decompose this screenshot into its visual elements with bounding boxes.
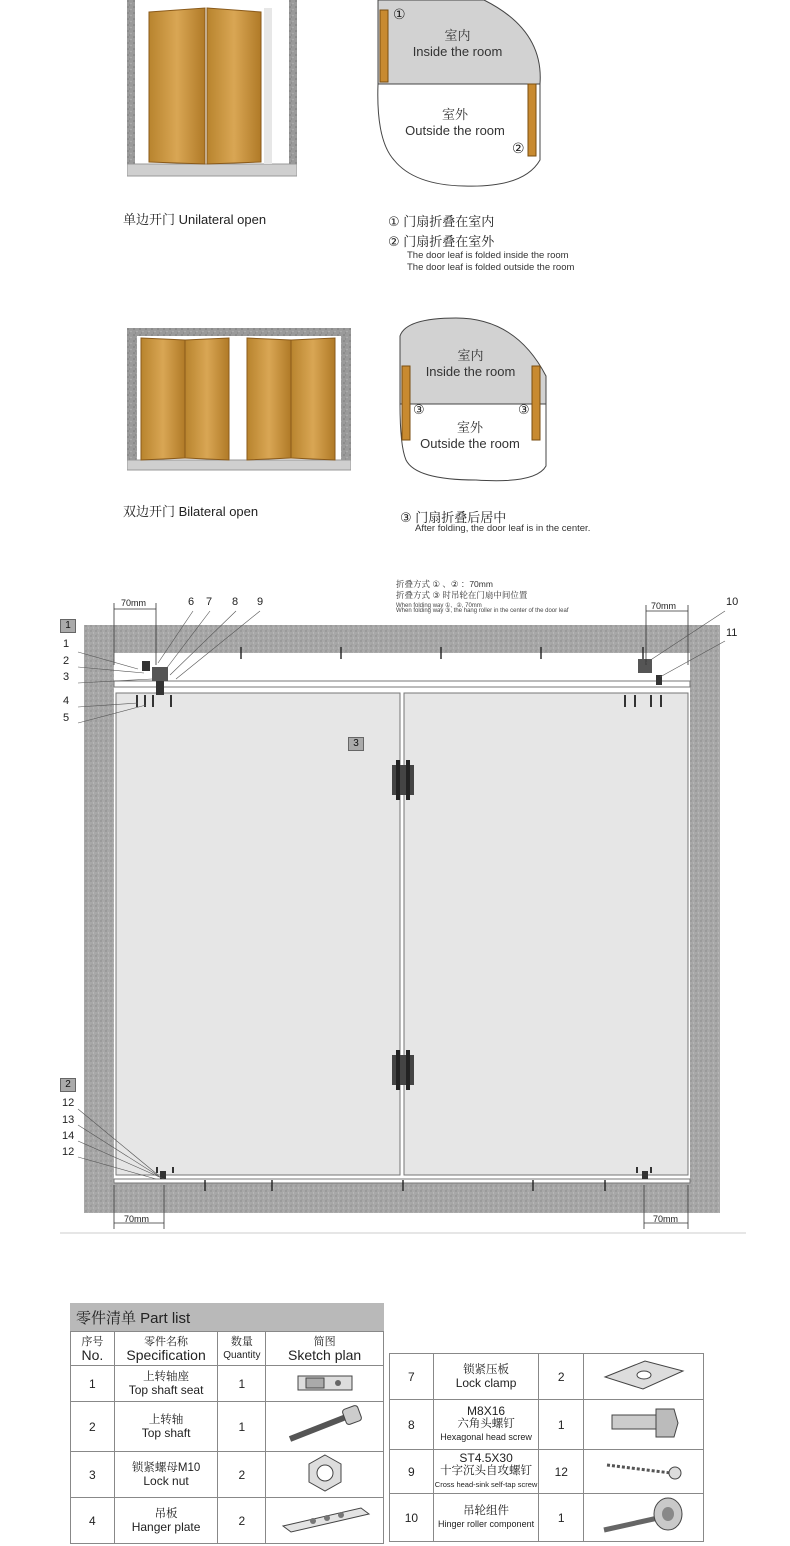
partlist-table-left (70, 1331, 384, 1544)
bilateral-plan-diagram (396, 316, 552, 486)
unilateral-inside-cn: 室内 (444, 28, 471, 43)
lock-clamp-icon (599, 1355, 689, 1395)
bilateral-outside-en: Outside the room (420, 436, 520, 451)
dim-top-left: 70mm (121, 598, 147, 608)
folding-note-en-1: When folding way ①、②, 70mm (396, 603, 482, 609)
callout-7: 7 (206, 596, 213, 608)
table-row: 3 锁紧螺母M10 Lock nut 2 (71, 1452, 384, 1498)
partlist-table-right (389, 1353, 704, 1542)
unilateral-inside-en: Inside the room (412, 44, 503, 59)
table-row: 9 ST4.5X30 十字沉头自攻螺钉 Cross head-sink self-tap screw 12 (390, 1450, 704, 1494)
self-tap-screw-icon (599, 1455, 689, 1485)
callout-5: 5 (63, 712, 70, 724)
bilateral-mark-3-left: ③ (413, 402, 425, 417)
table-row: 1 上转轴座 Top shaft seat 1 (71, 1366, 384, 1402)
bilateral-door-illustration (127, 328, 351, 472)
dim-bottom-left: 70mm (124, 1214, 150, 1224)
header-qty: 数量 Quantity (218, 1332, 266, 1366)
hex-head-screw-icon (604, 1401, 684, 1445)
callout-10: 10 (726, 596, 739, 608)
bilateral-legend-3: ③ 门扇折叠后居中 (400, 510, 507, 525)
callout-14: 14 (62, 1130, 75, 1142)
top-shaft-seat-icon (290, 1368, 360, 1396)
callout-9: 9 (257, 596, 264, 608)
bilateral-outside-cn: 室外 (456, 420, 483, 435)
unilateral-outside-cn: 室外 (441, 107, 468, 122)
callout-12: 12 (62, 1097, 75, 1109)
unilateral-legend-en-1: The door leaf is folded inside the room (407, 250, 569, 261)
callout-12-bottom: 12 (62, 1146, 75, 1158)
unilateral-mark-2: ② (512, 140, 525, 156)
header-no: 序号 No. (71, 1332, 115, 1366)
unilateral-outside-label (395, 107, 515, 139)
bilateral-outside-label (410, 420, 530, 452)
table-row: 7 锁紧压板 Lock clamp 2 (390, 1354, 704, 1400)
installation-drawing (60, 595, 750, 1240)
bilateral-inside-cn: 室内 (457, 348, 484, 363)
lock-nut-icon (305, 1453, 345, 1493)
table-row: 2 上转轴 Top shaft 1 (71, 1402, 384, 1452)
unilateral-legend-2: ② 门扇折叠在室外 (388, 234, 495, 249)
detail-box-1: 1 (60, 619, 76, 633)
header-sketch: 简图 Sketch plan (266, 1332, 384, 1366)
hanger-plate-icon (277, 1502, 373, 1536)
header-spec: 零件名称 Specification (114, 1332, 218, 1366)
unilateral-legend-1: ① 门扇折叠在室内 (388, 214, 495, 229)
bilateral-inside-label (413, 348, 528, 380)
bilateral-legend-en-3: After folding, the door leaf is in the center. (415, 523, 591, 534)
folding-note-cn-2: 折叠方式 ③ 时吊轮在门扇中间位置 (396, 590, 528, 600)
callout-13: 13 (62, 1114, 75, 1126)
unilateral-legend-en-2: The door leaf is folded outside the room (407, 262, 575, 273)
partlist-header-row (71, 1332, 384, 1366)
callout-2: 2 (63, 655, 70, 667)
bilateral-inside-en: Inside the room (425, 364, 516, 379)
callout-3: 3 (63, 671, 70, 683)
table-row: 8 M8X16 六角头螺钉 Hexagonal head screw 1 (390, 1400, 704, 1450)
callout-4: 4 (63, 695, 70, 707)
detail-box-2: 2 (60, 1078, 76, 1092)
roller-component-icon (594, 1494, 694, 1538)
callout-11: 11 (726, 627, 738, 639)
table-row: 4 吊板 Hanger plate 2 (71, 1498, 384, 1544)
callout-6: 6 (188, 596, 195, 608)
unilateral-outside-en: Outside the room (405, 123, 505, 138)
dim-bottom-right: 70mm (653, 1214, 679, 1224)
callout-8: 8 (232, 596, 239, 608)
top-shaft-icon (280, 1403, 370, 1447)
detail-box-3: 3 (348, 737, 364, 751)
folding-note-en-2: When folding way ③, the hang roller in the center of the door leaf (396, 608, 569, 614)
unilateral-inside-label (400, 28, 515, 60)
unilateral-mark-1: ① (393, 6, 406, 22)
dim-top-right: 70mm (651, 601, 677, 611)
callout-1: 1 (63, 638, 70, 650)
unilateral-caption: 单边开门 Unilateral open (123, 212, 267, 227)
bilateral-mark-3-right: ③ (518, 402, 530, 417)
table-row: 10 吊轮组件 Hinger roller component 1 (390, 1494, 704, 1542)
unilateral-door-illustration (127, 0, 297, 178)
folding-note-cn-1: 折叠方式 ① 、② ：70mm (396, 579, 493, 589)
bilateral-caption: 双边开门 Bilateral open (123, 504, 259, 519)
partlist-title: 零件清单 Part list (70, 1303, 384, 1331)
